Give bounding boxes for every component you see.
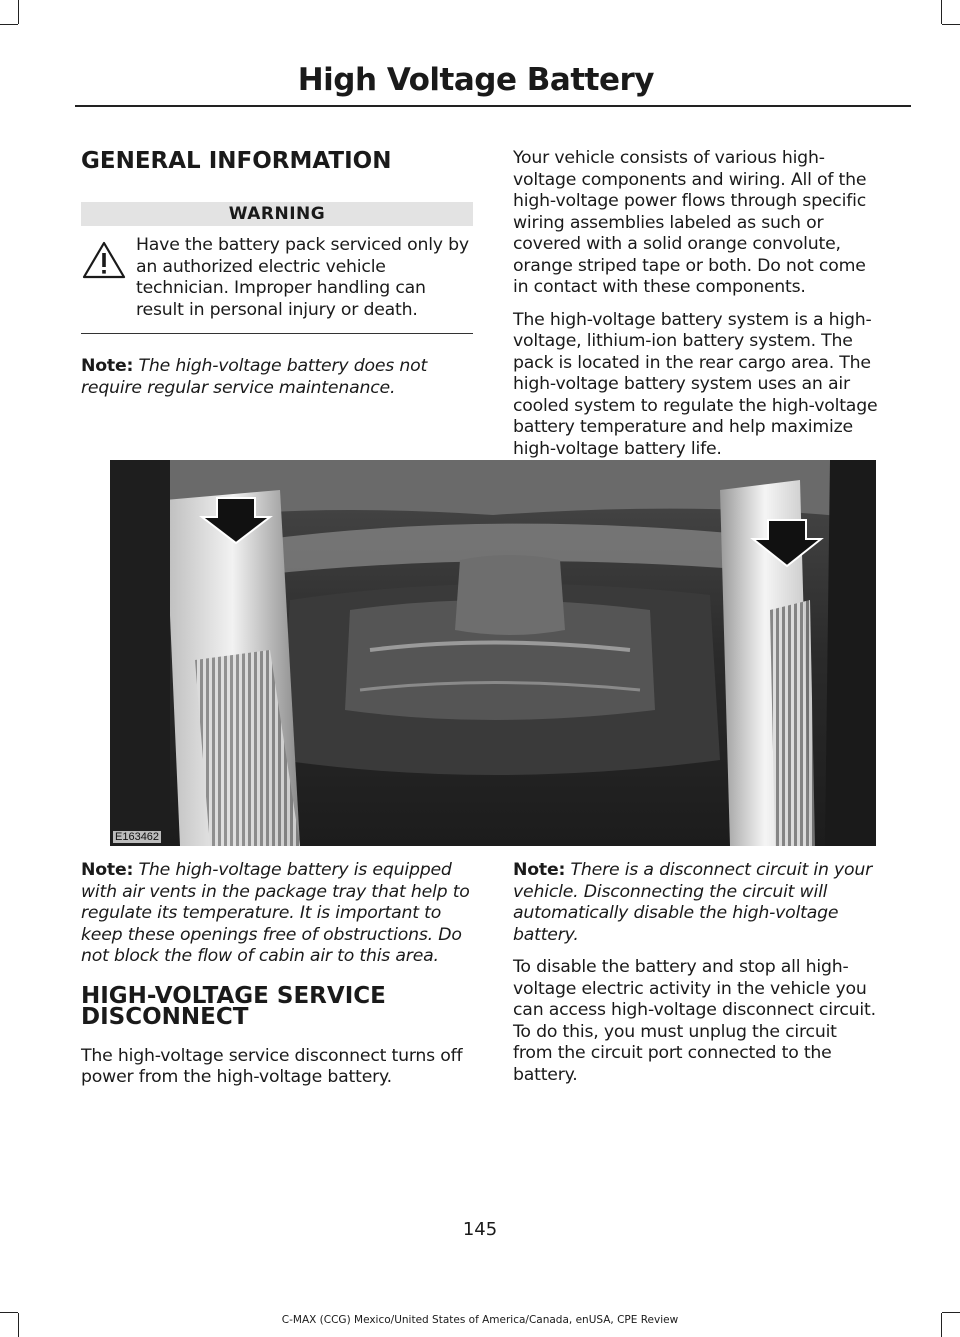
section-heading-service-disconnect: HIGH-VOLTAGE SERVICE DISCONNECT <box>81 982 386 1030</box>
crop-mark-top-right-h <box>942 24 960 25</box>
warning-label: WARNING <box>81 202 473 226</box>
left-column-bottom <box>81 860 473 1100</box>
paragraph-service-disconnect: The high-voltage service disconnect turns off power from the high-voltage battery. <box>81 1045 463 1087</box>
note-label: Note: <box>513 860 566 880</box>
cargo-area-illustration <box>110 460 876 846</box>
warning-text: Have the battery pack serviced only by an authorized electric vehicle technician. Improper handling can result in personal injury or death. <box>136 235 469 320</box>
note-label: Note: <box>81 860 134 880</box>
note-battery-maintenance <box>81 356 473 399</box>
note-label: Note: <box>81 356 134 377</box>
warning-box <box>81 235 473 334</box>
cargo-area-photo <box>110 460 876 846</box>
figure-id: E163462 <box>115 831 160 843</box>
paragraph-high-voltage-components: Your vehicle consists of various high-voltage components and wiring. All of the high-voltage power flows through specific wiring assemblies labeled as such or covered with a solid orange convolute, orange striped tape or both. Do not come in contact with these components. <box>513 148 867 297</box>
crop-mark-bottom-left-h <box>0 1312 18 1313</box>
warning-rule <box>81 333 473 334</box>
left-column-top <box>81 148 473 410</box>
right-column-top <box>513 148 878 471</box>
note-text: The high-voltage battery is equipped with air vents in the package tray that help to regulate its temperature. It is important to keep these openings free of obstructions. Do not block the flow of cabin air to this area. <box>81 860 470 966</box>
warning-triangle-icon <box>81 240 127 281</box>
footer-text: C-MAX (CCG) Mexico/United States of America/Canada, enUSA, CPE Review <box>281 1314 679 1326</box>
right-column-bottom <box>513 860 881 1097</box>
crop-mark-top-left-h <box>0 24 18 25</box>
paragraph-battery-system: The high-voltage battery system is a high-voltage, lithium-ion battery system. The pack is located in the rear cargo area. The high-voltage battery system uses an air cooled system to regulate the high-voltage battery temperature and help maximize high-voltage battery life. <box>513 309 878 459</box>
note-disconnect-circuit <box>513 860 881 946</box>
page-title: High Voltage Battery <box>297 62 654 98</box>
crop-mark-top-left-v <box>18 0 19 24</box>
crop-mark-bottom-right-h <box>942 1312 960 1313</box>
note-text: There is a disconnect circuit in your vehicle. Disconnecting the circuit will automatically disable the high-voltage battery. <box>513 860 873 945</box>
section-heading-general-information: GENERAL INFORMATION <box>81 148 392 174</box>
note-text: The high-voltage battery does not require regular service maintenance. <box>81 356 428 398</box>
note-air-vents <box>81 860 473 968</box>
header-rule <box>75 105 911 107</box>
paragraph-disable-battery: To disable the battery and stop all high-voltage electric activity in the vehicle you can access high-voltage disconnect circuit. To do this, you must unplug the circuit from the circuit port connected to the battery. <box>513 957 876 1085</box>
crop-mark-top-right-v <box>941 0 942 24</box>
page-number: 145 <box>462 1219 498 1240</box>
